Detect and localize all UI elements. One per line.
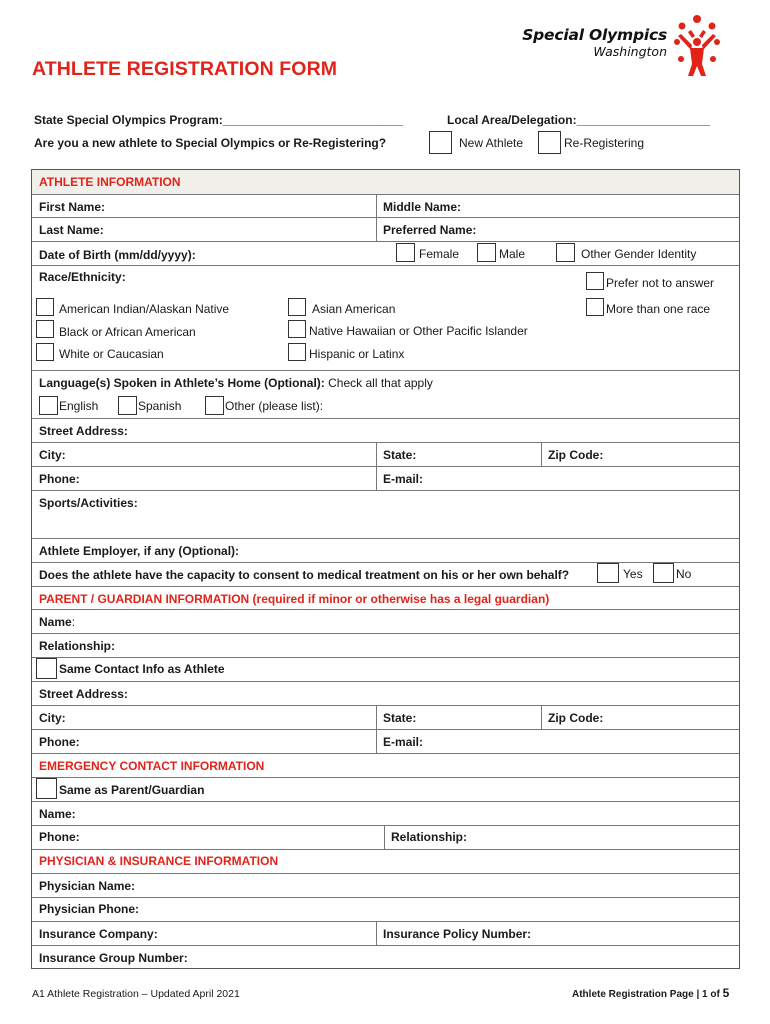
email-field[interactable]: E-mail: — [383, 472, 424, 486]
consent-no-label: No — [676, 567, 692, 581]
other-language-label: Other (please list): — [225, 399, 324, 413]
consent-yes-checkbox[interactable] — [597, 563, 619, 583]
program-blank: ___________________________ — [222, 113, 403, 127]
guardian-name-label: Name — [39, 615, 72, 629]
other-gender-checkbox[interactable] — [556, 243, 575, 262]
new-athlete-question: Are you a new athlete to Special Olympics or Re-Registering? — [34, 136, 387, 150]
footer-page-label: Athlete Registration Page | — [572, 989, 700, 1000]
dob-field[interactable]: Date of Birth (mm/dd/yyyy): — [39, 248, 196, 262]
female-label: Female — [419, 247, 460, 261]
male-checkbox[interactable] — [477, 243, 496, 262]
asian-american-label: Asian American — [312, 302, 396, 316]
emergency-section-title: EMERGENCY CONTACT INFORMATION — [39, 759, 265, 773]
footer-page-total: 5 — [722, 986, 730, 1000]
program-field[interactable] — [34, 113, 403, 127]
physician-section-title: PHYSICIAN & INSURANCE INFORMATION — [39, 854, 279, 868]
spanish-label: Spanish — [138, 399, 182, 413]
hispanic-label: Hispanic or Latinx — [309, 347, 405, 361]
prefer-not-checkbox[interactable] — [586, 272, 604, 290]
prefer-not-label: Prefer not to answer — [606, 276, 715, 290]
same-contact-label: Same Contact Info as Athlete — [59, 662, 225, 676]
black-label: Black or African American — [59, 325, 196, 339]
special-olympics-logo-icon — [672, 12, 722, 78]
guardian-email-field[interactable]: E-mail: — [383, 735, 424, 749]
female-checkbox[interactable] — [396, 243, 415, 262]
language-question — [39, 376, 433, 390]
emergency-relationship-field[interactable]: Relationship: — [391, 830, 468, 844]
physician-phone-field[interactable]: Physician Phone: — [39, 902, 140, 916]
hispanic-checkbox[interactable] — [288, 343, 306, 361]
state-field[interactable]: State: — [383, 448, 417, 462]
language-note: Check all that apply — [328, 376, 433, 390]
preferred-name-field[interactable]: Preferred Name: — [383, 223, 477, 237]
local-area-blank: ____________________ — [576, 113, 711, 127]
middle-name-field[interactable]: Middle Name: — [383, 200, 462, 214]
same-as-parent-checkbox[interactable] — [36, 778, 57, 799]
consent-yes-label: Yes — [623, 567, 643, 581]
form-title: ATHLETE REGISTRATION FORM — [32, 58, 338, 80]
white-label: White or Caucasian — [59, 347, 164, 361]
logo-name: Special Olympics — [522, 26, 667, 44]
logo-wordmark — [495, 26, 667, 59]
black-checkbox[interactable] — [36, 320, 54, 338]
native-hawaiian-label: Native Hawaiian or Other Pacific Islander — [309, 324, 528, 338]
new-athlete-checkbox[interactable] — [429, 131, 452, 154]
consent-question: Does the athlete have the capacity to consent to medical treatment on his or her own behalf? — [39, 568, 570, 582]
guardian-phone-field[interactable]: Phone: — [39, 735, 80, 749]
phone-field[interactable]: Phone: — [39, 472, 80, 486]
logo-region: Washington — [593, 44, 667, 59]
sports-field[interactable]: Sports/Activities: — [39, 496, 138, 510]
consent-no-checkbox[interactable] — [653, 563, 674, 583]
american-indian-label: American Indian/Alaskan Native — [59, 302, 230, 316]
last-name-field[interactable]: Last Name: — [39, 223, 104, 237]
city-field[interactable]: City: — [39, 448, 66, 462]
guardian-zip-field[interactable]: Zip Code: — [548, 711, 604, 725]
other-gender-label: Other Gender Identity — [581, 247, 697, 261]
guardian-state-field[interactable]: State: — [383, 711, 417, 725]
guardian-name-field[interactable] — [39, 615, 75, 629]
emergency-name-field[interactable]: Name: — [39, 807, 76, 821]
footer-page-current: 1 — [702, 989, 708, 1000]
spanish-checkbox[interactable] — [118, 396, 137, 415]
guardian-section-title: PARENT / GUARDIAN INFORMATION (required if minor or otherwise has a legal guardian) — [39, 592, 550, 606]
physician-name-field[interactable]: Physician Name: — [39, 879, 136, 893]
race-label: Race/Ethnicity: — [39, 270, 126, 284]
footer-revision: A1 Athlete Registration – Updated April 2021 — [32, 988, 240, 1000]
re-registering-checkbox[interactable] — [538, 131, 561, 154]
footer-of: of — [710, 989, 720, 1000]
guardian-relationship-field[interactable]: Relationship: — [39, 639, 116, 653]
white-checkbox[interactable] — [36, 343, 54, 361]
footer-page-number — [572, 986, 729, 1000]
more-than-one-checkbox[interactable] — [586, 298, 604, 316]
english-label: English — [59, 399, 99, 413]
more-than-one-label: More than one race — [606, 302, 711, 316]
employer-field[interactable]: Athlete Employer, if any (Optional): — [39, 544, 240, 558]
new-athlete-label: New Athlete — [459, 136, 524, 150]
emergency-phone-field[interactable]: Phone: — [39, 830, 80, 844]
program-label: State Special Olympics Program: — [34, 113, 223, 127]
american-indian-checkbox[interactable] — [36, 298, 54, 316]
asian-american-checkbox[interactable] — [288, 298, 306, 316]
english-checkbox[interactable] — [39, 396, 58, 415]
same-as-parent-label: Same as Parent/Guardian — [59, 783, 205, 797]
local-area-label: Local Area/Delegation: — [447, 113, 577, 127]
other-language-checkbox[interactable] — [205, 396, 224, 415]
re-registering-label: Re-Registering — [564, 136, 645, 150]
native-hawaiian-checkbox[interactable] — [288, 320, 306, 338]
zip-field[interactable]: Zip Code: — [548, 448, 604, 462]
first-name-field[interactable]: First Name: — [39, 200, 106, 214]
same-contact-checkbox[interactable] — [36, 658, 57, 679]
guardian-name-colon: : — [71, 615, 76, 629]
policy-number-field[interactable]: Insurance Policy Number: — [383, 927, 532, 941]
male-label: Male — [499, 247, 526, 261]
athlete-section-title: ATHLETE INFORMATION — [39, 175, 181, 189]
group-number-field[interactable]: Insurance Group Number: — [39, 951, 188, 965]
insurance-company-field[interactable]: Insurance Company: — [39, 927, 158, 941]
local-area-field[interactable] — [447, 113, 710, 127]
street-address-field[interactable]: Street Address: — [39, 424, 128, 438]
guardian-street-field[interactable]: Street Address: — [39, 687, 128, 701]
guardian-city-field[interactable]: City: — [39, 711, 66, 725]
language-label: Language(s) Spoken in Athlete’s Home (Optional): — [39, 376, 325, 390]
